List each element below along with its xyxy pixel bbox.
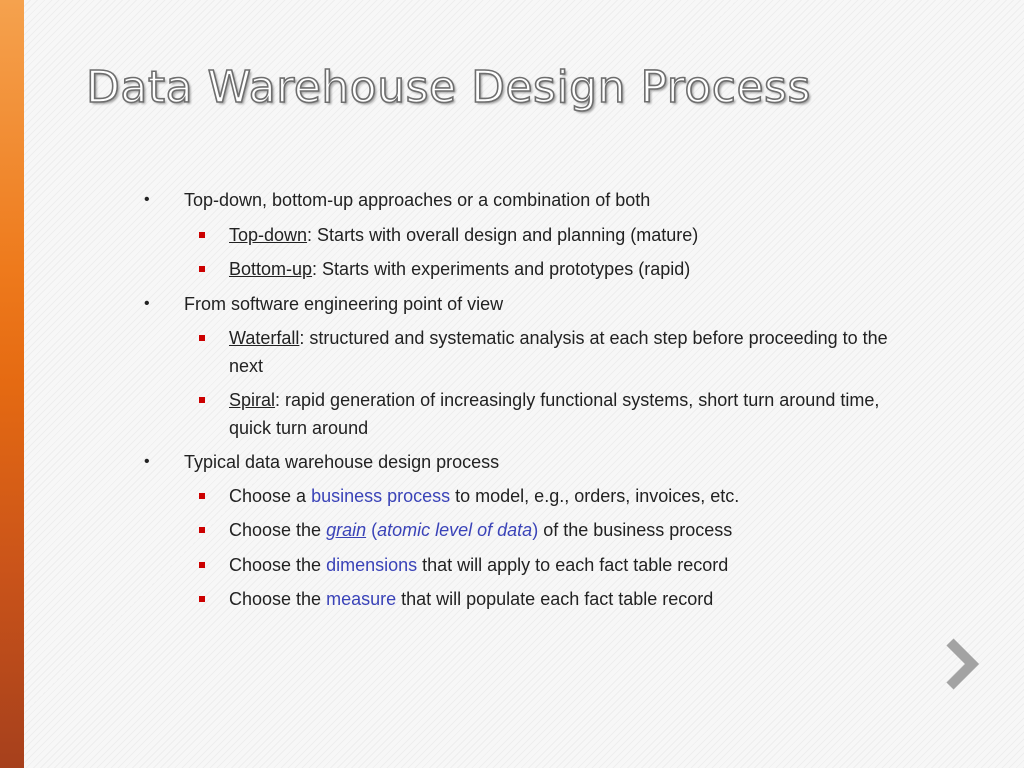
bullet-paren: ( <box>366 520 378 540</box>
red-square-bullet-icon <box>199 493 205 499</box>
red-square-bullet-icon <box>199 527 205 533</box>
highlight-term: grain <box>326 520 367 540</box>
bullet-dot-icon: • <box>144 191 150 208</box>
bullet-paren: ) <box>532 520 539 540</box>
red-square-bullet-icon <box>199 335 205 341</box>
list-item <box>229 551 889 579</box>
red-square-bullet-icon <box>199 596 205 602</box>
bullet-text: Typical data warehouse design process <box>184 452 500 472</box>
list-item <box>229 255 889 283</box>
bullet-text: Choose the <box>229 520 327 540</box>
bullet-text: that will populate each fact table record <box>396 589 714 609</box>
highlight-term: atomic level of data <box>377 520 533 540</box>
list-item <box>229 324 889 380</box>
bullet-text: From software engineering point of view <box>184 294 504 314</box>
slide-title: Data Warehouse Design Process <box>86 62 811 113</box>
list-item <box>144 186 651 214</box>
list-item <box>144 290 504 318</box>
bullet-dot-icon: • <box>144 453 150 470</box>
list-item <box>229 386 889 442</box>
bullet-text: : structured and systematic analysis at each step before proceeding to the next <box>229 328 888 376</box>
bullet-text: that will apply to each fact table record <box>417 555 729 575</box>
list-item <box>144 448 500 476</box>
list-item <box>229 516 889 544</box>
red-square-bullet-icon <box>199 562 205 568</box>
bullet-term: Spiral <box>229 390 276 410</box>
bullet-dot-icon: • <box>144 295 150 312</box>
red-square-bullet-icon <box>199 397 205 403</box>
highlight-term: dimensions <box>326 555 418 575</box>
bullet-text: to model, e.g., orders, invoices, etc. <box>450 486 740 506</box>
next-slide-button[interactable] <box>940 636 984 692</box>
highlight-term: business process <box>311 486 451 506</box>
list-item <box>229 482 889 510</box>
red-square-bullet-icon <box>199 266 205 272</box>
bullet-term: Waterfall <box>229 328 300 348</box>
bullet-text: Choose the <box>229 555 327 575</box>
bullet-term: Bottom-up <box>229 259 313 279</box>
bullet-term: Top-down <box>229 225 308 245</box>
bullet-text: : Starts with overall design and planning (mature) <box>307 225 699 245</box>
bullet-text: Choose the <box>229 589 327 609</box>
chevron-right-icon <box>940 636 984 692</box>
highlight-term: measure <box>326 589 397 609</box>
bullet-text: : rapid generation of increasingly functional systems, short turn around time, quick turn around <box>229 390 880 438</box>
bullet-text: : Starts with experiments and prototypes (rapid) <box>312 259 691 279</box>
list-item <box>229 585 889 613</box>
bullet-text: Top-down, bottom-up approaches or a combination of both <box>184 190 651 210</box>
bullet-text: Choose a <box>229 486 312 506</box>
bullet-text: of the business process <box>538 520 733 540</box>
red-square-bullet-icon <box>199 232 205 238</box>
list-item <box>229 221 889 249</box>
